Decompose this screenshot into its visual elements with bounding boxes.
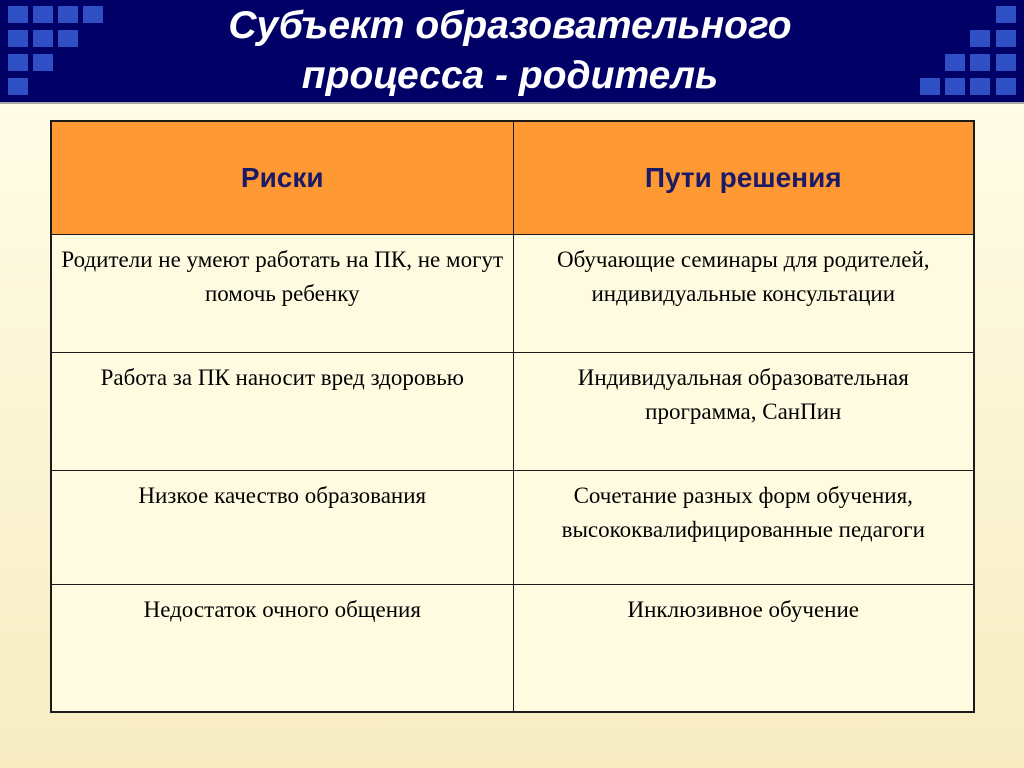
table-row — [51, 585, 974, 713]
column-header-solutions: Пути решения — [513, 121, 974, 235]
decor-square — [33, 30, 53, 47]
decor-square — [996, 6, 1016, 23]
decor-square — [33, 54, 53, 71]
slide-title — [100, 0, 920, 102]
decor-square — [970, 30, 990, 47]
decor-square — [58, 30, 78, 47]
column-header-risks: Риски — [51, 121, 513, 235]
risks-solutions-table — [50, 120, 975, 713]
solution-cell: Обучающие семинары для родителей, индивидуальные консультации — [513, 235, 974, 353]
decor-square — [920, 78, 940, 95]
decor-square — [970, 78, 990, 95]
solution-cell: Индивидуальная образовательная программа, СанПин — [513, 353, 974, 471]
decor-square — [8, 78, 28, 95]
decor-square — [945, 54, 965, 71]
decor-square — [8, 6, 28, 23]
decor-square — [58, 6, 78, 23]
title-bar — [0, 0, 1024, 102]
decor-square — [970, 54, 990, 71]
decor-square — [996, 78, 1016, 95]
risk-cell: Родители не умеют работать на ПК, не могут помочь ребенку — [51, 235, 513, 353]
table-row — [51, 235, 974, 353]
table-header-row — [51, 121, 974, 235]
risk-cell: Низкое качество образования — [51, 471, 513, 585]
slide-title-line-1: Субъект образовательного — [228, 4, 792, 47]
decor-square — [996, 30, 1016, 47]
solution-cell: Сочетание разных форм обучения, высококвалифицированные педагоги — [513, 471, 974, 585]
table-row — [51, 353, 974, 471]
risk-cell: Недостаток очного общения — [51, 585, 513, 713]
decor-square — [996, 54, 1016, 71]
decor-square — [33, 6, 53, 23]
solution-cell: Инклюзивное обучение — [513, 585, 974, 713]
decor-square — [8, 30, 28, 47]
title-divider — [0, 102, 1024, 104]
risk-cell: Работа за ПК наносит вред здоровью — [51, 353, 513, 471]
slide-title-line-2: процесса - родитель — [301, 54, 719, 97]
decor-square — [8, 54, 28, 71]
table-row — [51, 471, 974, 585]
decor-square — [945, 78, 965, 95]
